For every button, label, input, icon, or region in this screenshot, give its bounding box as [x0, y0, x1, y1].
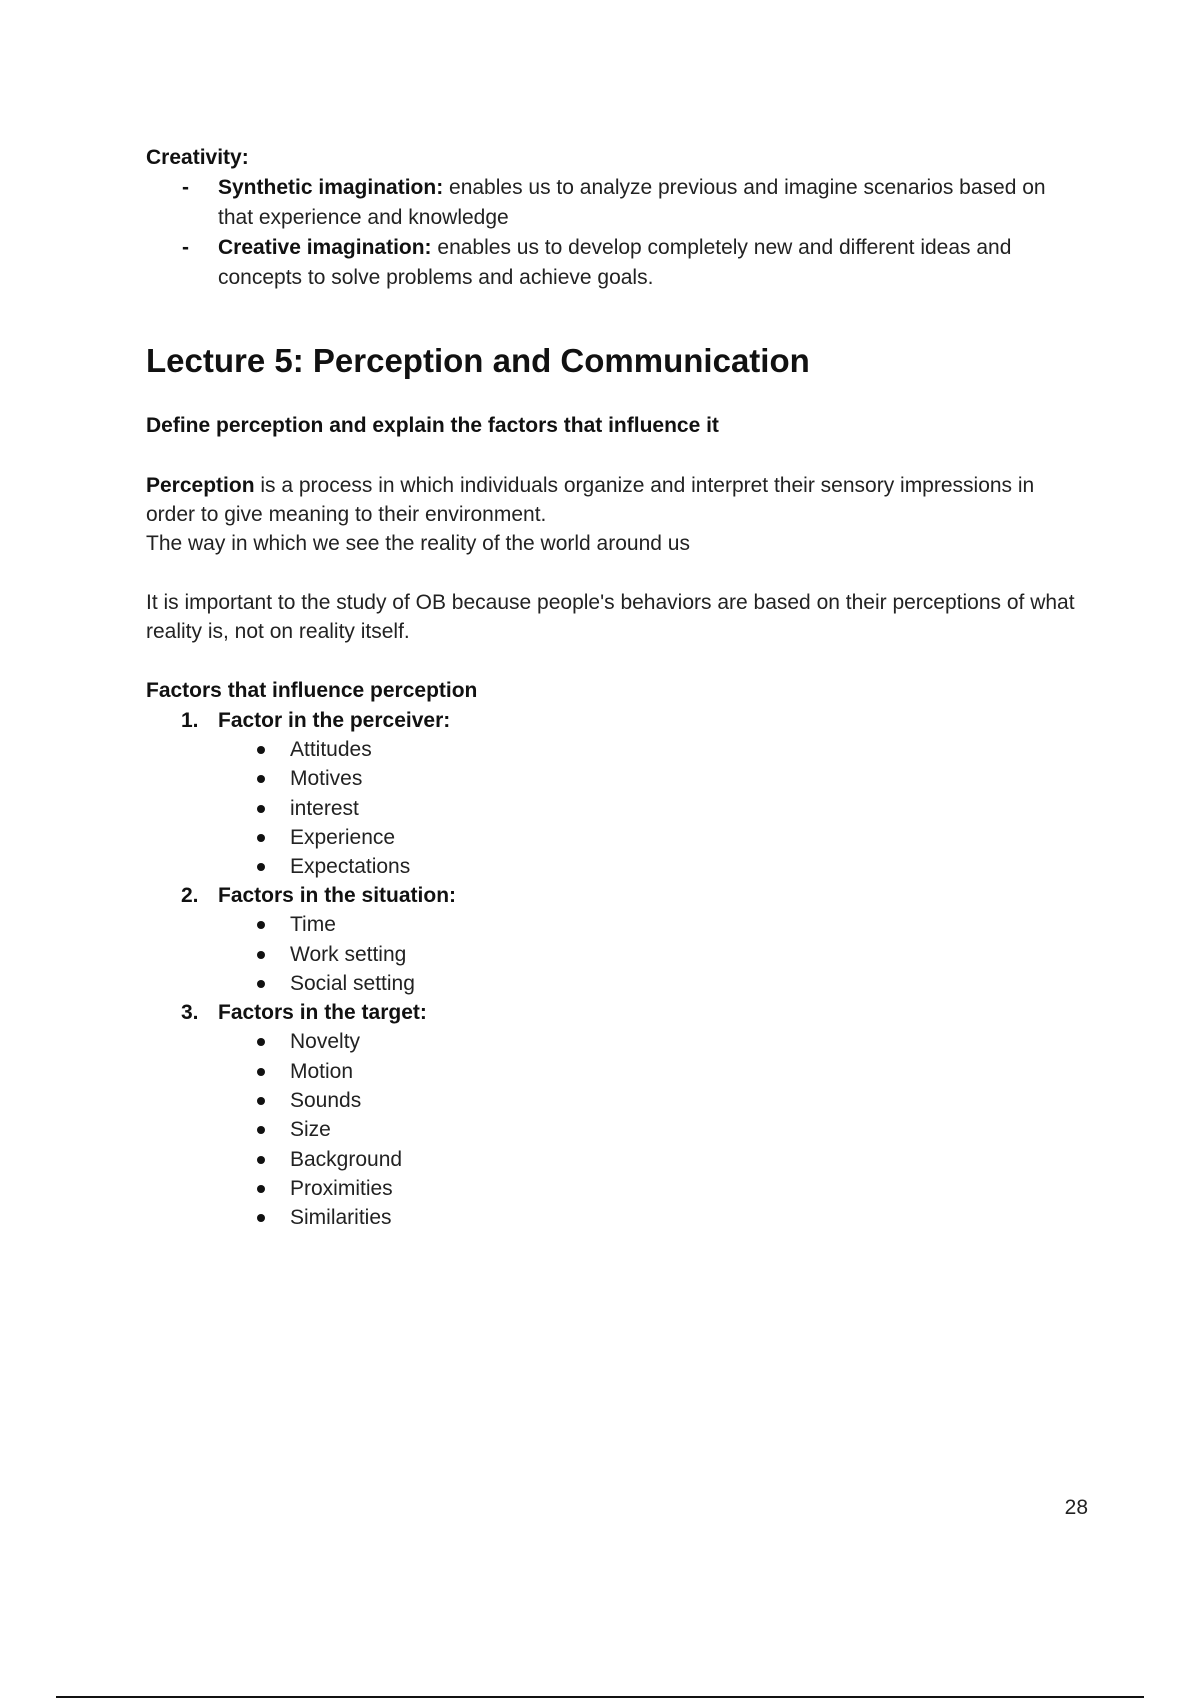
bullet-icon [257, 1214, 265, 1222]
group-title-text: Factor in the perceiver: [218, 709, 451, 732]
item-text: interest [290, 796, 359, 820]
bullet-icon [257, 1156, 265, 1164]
item-text: Proximities [290, 1176, 393, 1200]
list-item [290, 852, 1086, 881]
bullet-icon [257, 1068, 265, 1076]
list-item [290, 1174, 1086, 1203]
list-number: 1. [181, 709, 199, 732]
bullet-icon [257, 1185, 265, 1193]
item-text: Size [290, 1118, 331, 1142]
item-text: Experience [290, 825, 396, 849]
list-item [290, 735, 1086, 764]
list-item [290, 1027, 1086, 1056]
list-item [290, 1057, 1086, 1086]
bullet-icon [257, 805, 265, 813]
group-title-text: Factors in the target: [218, 1001, 427, 1025]
dash-marker: - [182, 176, 189, 199]
bullet-icon [257, 921, 265, 929]
item-text: Motives [290, 767, 363, 791]
list-item [290, 969, 1086, 998]
definition-text: is a process in which individuals organize and interpret their sensory impressions in order to give meaning to their environment. [146, 474, 1035, 526]
item-text: Novelty [290, 1030, 361, 1054]
item-text: Expectations [290, 855, 411, 879]
lecture-title: Lecture 5: Perception and Communication [146, 342, 810, 379]
bullet-icon [257, 1126, 265, 1134]
term-perception: Perception [146, 474, 255, 497]
factor-group-situation [181, 881, 1086, 998]
group-title-text: Factors in the situation: [218, 884, 457, 908]
list-item [290, 823, 1086, 852]
list-item [290, 764, 1086, 793]
factor-group-title [181, 881, 1086, 910]
page-number: 28 [1064, 1496, 1088, 1519]
list-item [182, 233, 1086, 293]
dash-marker: - [182, 236, 189, 259]
item-text: Motion [290, 1059, 354, 1083]
situation-factors [218, 910, 1086, 998]
list-number: 3. [181, 1001, 199, 1025]
term-description: enables us to develop completely new and different ideas and concepts to solve problems and achieve goals. [218, 236, 1012, 289]
factor-group-title [181, 998, 1086, 1027]
list-item [290, 1145, 1086, 1174]
bullet-icon [257, 746, 265, 754]
bullet-icon [257, 775, 265, 783]
list-number: 2. [181, 884, 199, 908]
definition-line-2: The way in which we see the reality of the world around us [146, 532, 690, 555]
document-page [146, 143, 1086, 1232]
factor-group-target [181, 998, 1086, 1232]
item-text: Social setting [290, 972, 415, 996]
bullet-icon [257, 834, 265, 842]
bullet-icon [257, 980, 265, 988]
creativity-heading: Creativity: [146, 146, 249, 169]
list-item [182, 173, 1086, 233]
bullet-icon [257, 1097, 265, 1105]
term-creative-imagination: Creative imagination: [218, 236, 432, 259]
bullet-icon [257, 863, 265, 871]
list-item [290, 1115, 1086, 1144]
factors-heading: Factors that influence perception [146, 679, 478, 702]
bullet-icon [257, 1038, 265, 1046]
perceiver-factors [218, 735, 1086, 881]
list-item [290, 940, 1086, 969]
item-text: Time [290, 913, 336, 937]
item-text: Sounds [290, 1088, 362, 1112]
perception-definition [146, 471, 1086, 529]
list-item [290, 794, 1086, 823]
item-text: Work setting [290, 942, 407, 966]
importance-paragraph: It is important to the study of OB because people's behaviors are based on their perceptions of what reality is, not on reality itself. [146, 591, 1075, 643]
list-item [290, 1086, 1086, 1115]
footer-divider [56, 1696, 1144, 1698]
factor-group-perceiver [181, 706, 1086, 881]
term-description: enables us to analyze previous and imagine scenarios based on that experience and knowledge [218, 176, 1046, 229]
item-text: Attitudes [290, 738, 372, 761]
item-text: Similarities [290, 1206, 392, 1230]
target-factors [218, 1027, 1086, 1232]
creativity-list [146, 173, 1086, 293]
item-text: Background [290, 1147, 403, 1171]
list-item [290, 1203, 1086, 1232]
list-item [290, 910, 1086, 939]
term-synthetic-imagination: Synthetic imagination: [218, 176, 444, 199]
section-question: Define perception and explain the factors that influence it [146, 414, 719, 437]
factors-list [146, 706, 1086, 1232]
bullet-icon [257, 951, 265, 959]
factor-group-title [181, 706, 1086, 735]
